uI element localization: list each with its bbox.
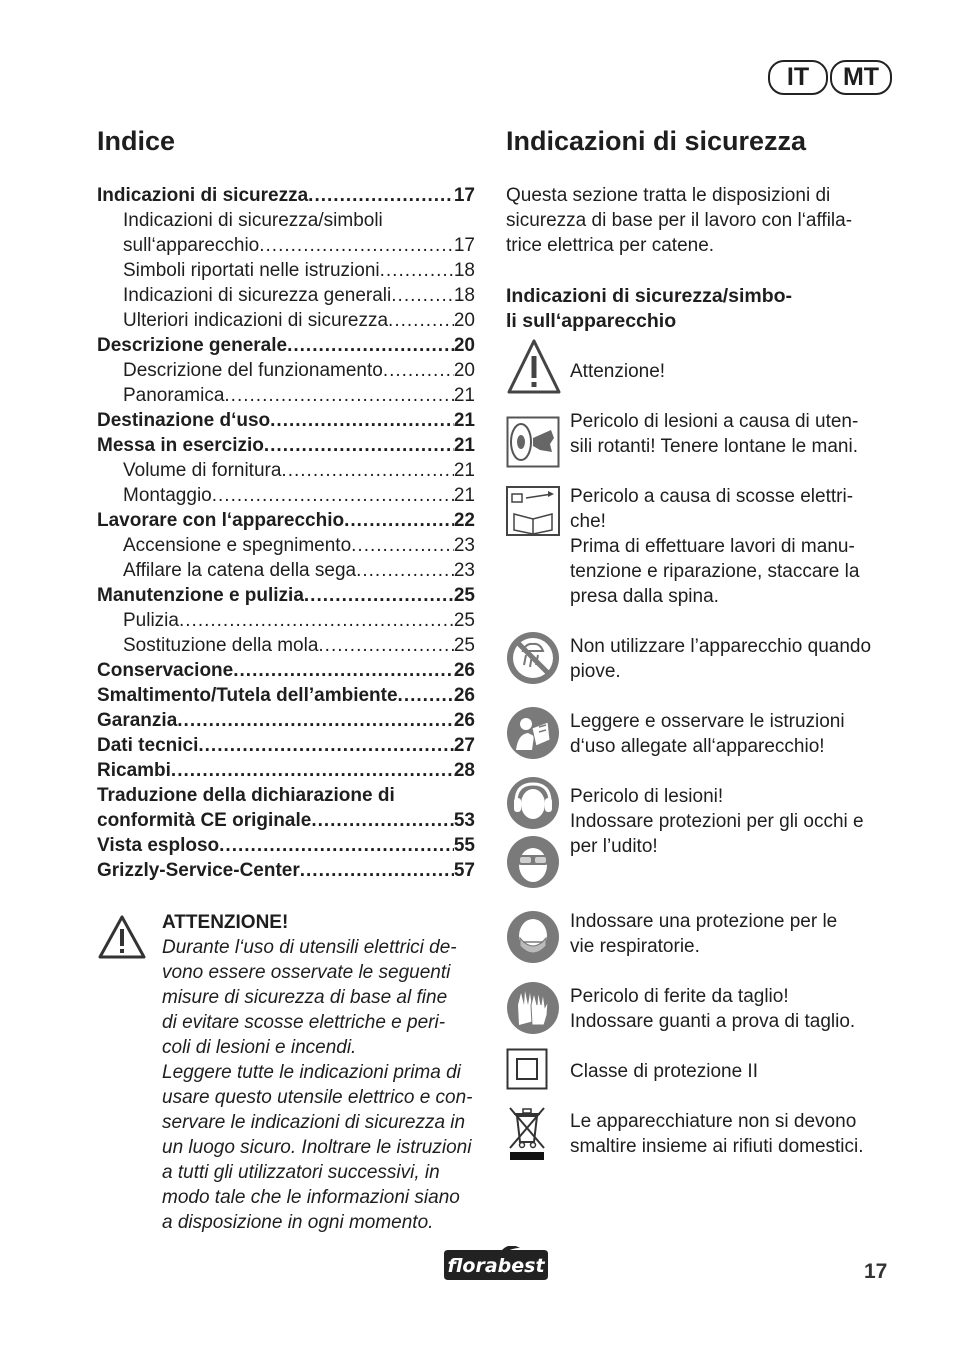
toc-entry (97, 533, 475, 558)
symbols-heading: Indicazioni di sicurezza/simbo- li sull‘apparecchio (506, 285, 793, 332)
toc-entry-label: Ulteriori indicazioni di sicurezza (123, 310, 389, 331)
symbol-text-electric-shock: Pericolo a causa di scosse elettri- che! Prima di effettuare lavori di manu- tenzione e riparazione, staccare la presa dalla spina. (570, 486, 860, 607)
ear-protection-icon (506, 776, 560, 830)
toc-entry-page: 22 (453, 510, 475, 531)
symbol-text-ear-eye-protection: Pericolo di lesioni! Indossare protezioni per gli occhi e per l’udito! (570, 786, 864, 857)
toc-entry-label: Panoramica (123, 385, 225, 406)
toc-entry (97, 683, 475, 708)
toc-leader-dots (311, 808, 454, 833)
toc-entry-label: Dati tecnici (97, 735, 199, 756)
toc-entry-page: 23 (453, 535, 475, 556)
toc-entry-page: 25 (453, 610, 475, 631)
warning-triangle-icon (506, 338, 562, 396)
toc-entry-page: 55 (453, 835, 475, 856)
toc-entry (97, 833, 475, 858)
toc-entry-page: 18 (453, 260, 475, 281)
florabest-logo (440, 1246, 552, 1282)
toc-entry (97, 208, 475, 233)
rotating-tool-hand-icon (506, 416, 560, 468)
toc-leader-dots (179, 608, 454, 633)
toc-entry-page: 26 (453, 685, 475, 706)
toc-entry-page: 57 (453, 860, 475, 881)
toc-entry-label: Grizzly-Service-Center (97, 860, 300, 881)
attention-body: Durante l‘uso di utensili elettrici de- vono essere osservate le seguenti misure di sicurezza di base al fine di evitare scosse elettriche e peri- coli di lesioni e incendi. Leggere tutte le indicazioni prima di usare questo utensile elettrico e con- servare le indicazioni di sicurezza in un luogo sicuro. Inoltrare le istruzioni a tutti gli utilizzatori successivi, in modo tale che le informazioni siano a disposizione in ogni momento. (162, 937, 473, 1233)
toc-leader-dots (383, 358, 454, 383)
toc-entry (97, 708, 475, 733)
toc-entry-label: sull‘apparecchio (123, 235, 260, 256)
toc-leader-dots (344, 508, 454, 533)
toc-entry-label: Accensione e spegnimento (123, 535, 352, 556)
toc-entry-label: Indicazioni di sicurezza (97, 185, 309, 206)
toc-leader-dots (318, 633, 453, 658)
index-title: Indice (97, 126, 176, 156)
toc-entry-label: Vista esploso (97, 835, 220, 856)
toc-entry-label: Descrizione generale (97, 335, 288, 356)
symbol-text-read-manual: Leggere e osservare le istruzioni d‘uso allegate all‘apparecchio! (570, 711, 845, 757)
toc-entry-page: 21 (453, 435, 475, 456)
toc-entry (97, 783, 475, 808)
toc-entry-label: Messa in esercizio (97, 435, 264, 456)
toc-entry (97, 433, 475, 458)
toc-entry-label: Garanzia (97, 710, 178, 731)
toc-entry (97, 658, 475, 683)
toc-leader-dots (304, 583, 454, 608)
toc-entry-page: 20 (453, 335, 475, 356)
toc-entry-label: conformità CE originale (97, 810, 312, 831)
respirator-icon (506, 910, 560, 964)
toc-entry-label: Lavorare con l‘apparecchio (97, 510, 345, 531)
toc-entry-label: Montaggio (123, 485, 212, 506)
symbol-text-weee: Le apparecchiature non si devono smaltire insieme ai rifiuti domestici. (570, 1111, 864, 1157)
toc-entry-page: 21 (453, 385, 475, 406)
toc-entry-label: Descrizione del funzionamento (123, 360, 383, 381)
page-number: 17 (864, 1260, 888, 1283)
toc-entry-page: 20 (453, 310, 475, 331)
toc-entry-page: 53 (453, 810, 475, 831)
symbol-text-gloves: Pericolo di ferite da taglio! Indossare guanti a prova di taglio. (570, 986, 856, 1032)
toc-leader-dots (233, 658, 454, 683)
attention-title: ATTENZIONE! (162, 912, 289, 933)
symbol-text-rotating-tool: Pericolo di lesioni a causa di uten- sili rotanti! Tenere lontane le mani. (570, 411, 859, 457)
toc-entry-page: 27 (453, 735, 475, 756)
toc-entry-page: 25 (453, 635, 475, 656)
toc-leader-dots (398, 683, 454, 708)
toc-entry (97, 733, 475, 758)
toc-entry-page: 21 (453, 485, 475, 506)
toc-entry (97, 408, 475, 433)
warning-triangle-icon (97, 914, 147, 960)
symbol-text-class-ii: Classe di protezione II (570, 1061, 758, 1082)
toc-entry (97, 183, 475, 208)
toc-entry-page: 25 (453, 585, 475, 606)
toc-entry-label: Destinazione d‘uso (97, 410, 271, 431)
toc-entry (97, 858, 475, 883)
symbol-text-no-rain: Non utilizzare l’apparecchio quando piove. (570, 636, 872, 682)
toc-entry-label: Traduzione della dichiarazione di (97, 785, 395, 806)
toc-entry (97, 383, 475, 408)
unplug-manual-icon (506, 486, 560, 536)
toc-entry (97, 258, 475, 283)
toc-leader-dots (281, 458, 453, 483)
toc-entry-page: 28 (453, 760, 475, 781)
read-manual-icon (506, 706, 560, 760)
toc-leader-dots (219, 833, 454, 858)
toc-entry (97, 283, 475, 308)
gloves-icon (506, 981, 560, 1035)
no-rain-icon (506, 631, 560, 685)
logo-text: florabest (447, 1255, 545, 1277)
toc-leader-dots (356, 558, 454, 583)
toc-entry (97, 583, 475, 608)
toc-entry-label: Indicazioni di sicurezza generali (123, 285, 392, 306)
symbol-text-warning: Attenzione! (570, 361, 666, 382)
toc-leader-dots (264, 433, 454, 458)
toc-leader-dots (308, 183, 454, 208)
toc-entry (97, 458, 475, 483)
toc-entry-label: Affilare la catena della sega (123, 560, 357, 581)
toc-entry-page: 20 (453, 360, 475, 381)
toc-entry-page: 23 (453, 560, 475, 581)
toc-leader-dots (391, 283, 454, 308)
toc-entry-page: 26 (453, 660, 475, 681)
toc-entry-page: 21 (453, 410, 475, 431)
toc-entry-label: Sostituzione della mola (123, 635, 319, 656)
toc-leader-dots (171, 758, 454, 783)
toc-entry (97, 608, 475, 633)
toc-entry (97, 233, 475, 258)
toc-entry (97, 508, 475, 533)
toc-entry-page: 17 (453, 235, 475, 256)
toc-leader-dots (287, 333, 454, 358)
toc-leader-dots (388, 308, 454, 333)
toc-entry (97, 333, 475, 358)
toc-entry-label: Pulizia (123, 610, 179, 631)
language-badge-mt: MT (830, 60, 892, 95)
toc-leader-dots (224, 383, 453, 408)
toc-entry (97, 558, 475, 583)
toc-entry (97, 308, 475, 333)
toc-leader-dots (259, 233, 454, 258)
toc-entry-label: Volume di fornitura (123, 460, 282, 481)
toc-entry-page: 17 (453, 185, 475, 206)
toc-leader-dots (270, 408, 454, 433)
toc-leader-dots (198, 733, 453, 758)
toc-entry (97, 808, 475, 833)
symbol-text-respirator: Indossare una protezione per le vie respiratorie. (570, 911, 838, 957)
safety-title: Indicazioni di sicurezza (506, 126, 807, 156)
toc-entry (97, 758, 475, 783)
class-ii-icon (506, 1048, 548, 1090)
toc-leader-dots (177, 708, 454, 733)
toc-leader-dots (300, 858, 454, 883)
toc-entry-label: Simboli riportati nelle istruzioni (123, 260, 380, 281)
weee-bin-icon (506, 1104, 548, 1162)
safety-intro: Questa sezione tratta le disposizioni di sicurezza di base per il lavoro con l‘affila- trice elettrica per catene. (506, 185, 853, 256)
toc-leader-dots (380, 258, 454, 283)
toc-entry (97, 633, 475, 658)
eye-protection-icon (506, 835, 560, 889)
toc-entry-label: Smaltimento/Tutela dell’ambiente (97, 685, 398, 706)
toc-leader-dots (212, 483, 454, 508)
toc-entry-label: Ricambi (97, 760, 171, 781)
toc-entry (97, 483, 475, 508)
toc-entry-label: Indicazioni di sicurezza/simboli (123, 210, 383, 231)
table-of-contents (97, 183, 475, 883)
toc-entry-label: Conservacione (97, 660, 234, 681)
toc-entry (97, 358, 475, 383)
toc-entry-page: 26 (453, 710, 475, 731)
toc-entry-page: 18 (453, 285, 475, 306)
toc-entry-page: 21 (453, 460, 475, 481)
language-badge-it: IT (768, 60, 828, 95)
toc-entry-label: Manutenzione e pulizia (97, 585, 304, 606)
toc-leader-dots (351, 533, 454, 558)
